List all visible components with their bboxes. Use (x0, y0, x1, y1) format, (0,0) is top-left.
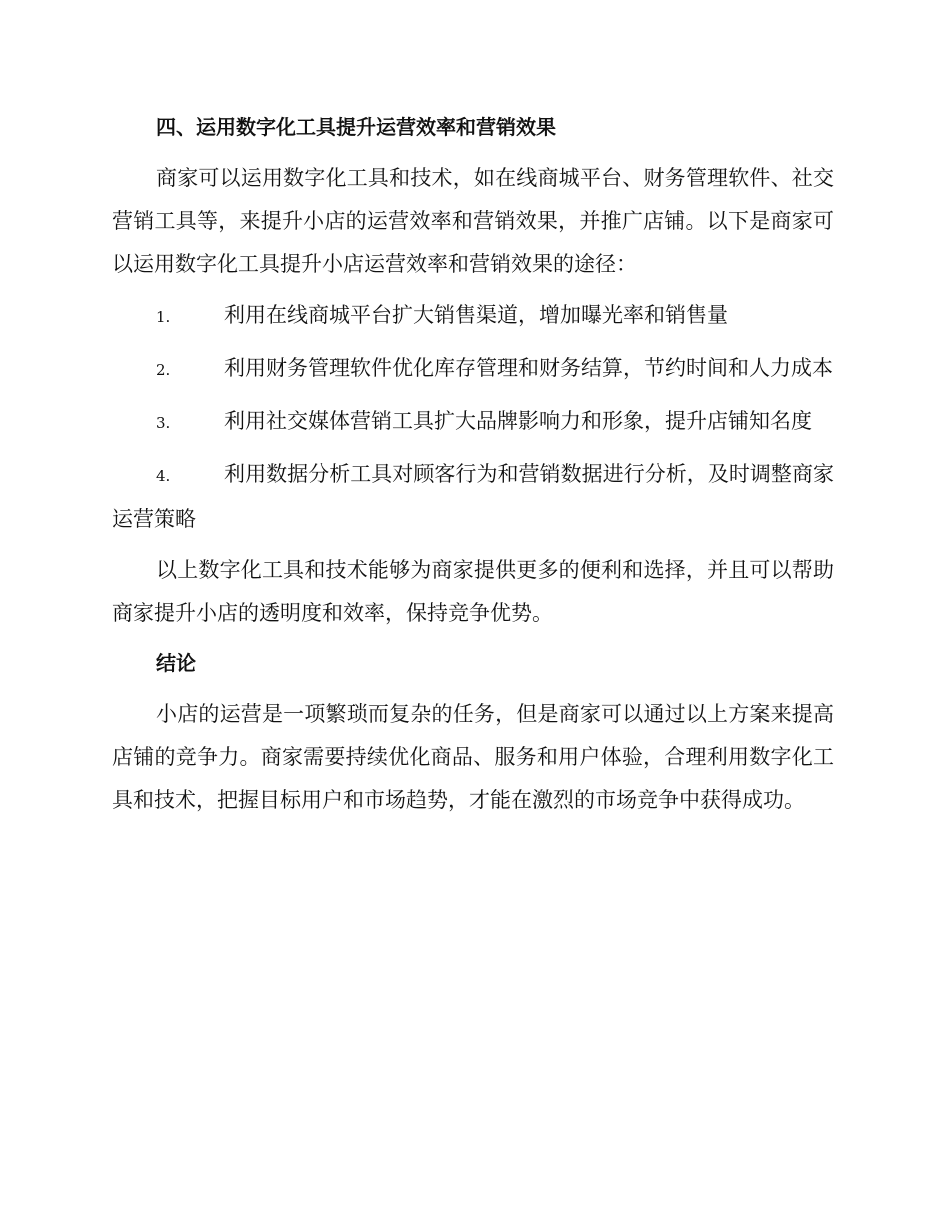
list-item (112, 294, 834, 339)
list-item (112, 347, 834, 392)
list-item-number: 3. (156, 414, 171, 432)
list-item-number: 1. (156, 308, 171, 326)
section-intro-paragraph: 商家可以运用数字化工具和技术，如在线商城平台、财务管理软件、社交营销工具等，来提升小店的运营效率和营销效果，并推广店铺。以下是商家可以运用数字化工具提升小店运营效率和营销效果的途径： (112, 166, 834, 276)
list-item-text: 利用财务管理软件优化库存管理和财务结算，节约时间和人力成本 (224, 356, 833, 380)
list-item (112, 453, 834, 541)
list-item-text: 利用在线商城平台扩大销售渠道，增加曝光率和销售量 (224, 303, 728, 327)
conclusion-heading: 结论 (156, 651, 196, 675)
conclusion-paragraph: 小店的运营是一项繁琐而复杂的任务，但是商家可以通过以上方案来提高店铺的竞争力。商家需要持续优化商品、服务和用户体验，合理利用数字化工具和技术，把握目标用户和市场趋势，才能在激烈的市场竞争中获得成功。 (112, 702, 834, 812)
document-page (112, 105, 834, 822)
section-heading: 四、运用数字化工具提升运营效率和营销效果 (156, 115, 556, 139)
list-item-text: 利用数据分析工具对顾客行为和营销数据进行分析，及时调整商家运营策略 (112, 462, 834, 531)
section-summary-paragraph: 以上数字化工具和技术能够为商家提供更多的便利和选择，并且可以帮助商家提升小店的透明度和效率，保持竞争优势。 (112, 558, 834, 625)
list-item-number: 2. (156, 361, 171, 379)
list-item-number: 4. (156, 467, 171, 485)
list-item-text: 利用社交媒体营销工具扩大品牌影响力和形象，提升店铺知名度 (224, 409, 812, 433)
list-item (112, 400, 834, 445)
